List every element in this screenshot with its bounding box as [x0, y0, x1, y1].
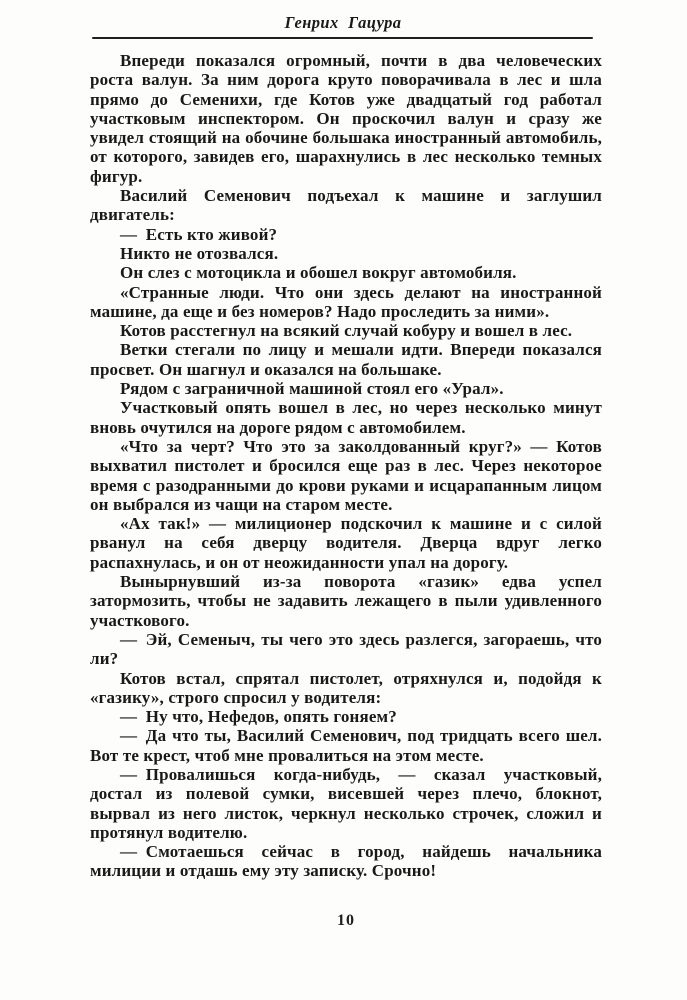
- paragraph: Котов расстегнул на всякий случай кобуру и вошел в лес.: [120, 321, 573, 341]
- paragraph: Впереди показался огромный, почти в два человеческих роста валун. За ним дорога круто поворачивала в лес и шла прямо до Семенихи, где Котов уже двадцатый год работал участковым инспектором. Он проскочил валун и сразу же увидел стоящий на обочине большака иностранный автомобиль, от которого, завидев его, шарахнулись в лес несколько темных фигур.: [90, 51, 602, 186]
- paragraph: Вынырнувший из-за поворота «газик» едва успел затормозить, чтобы не задавить лежащего в пыли удивленного участкового.: [90, 572, 602, 630]
- paragraph: «Странные люди. Что они здесь делают на иностранной машине, да еще и без номеров? Надо проследить за ними».: [90, 282, 602, 321]
- paragraph: — Провалишься когда-нибудь, — сказал участковый, достал из полевой сумки, висевшей через плечо, блокнот, вырвал из него листок, черкнул несколько строчек, сложил и протянул водителю.: [90, 764, 602, 842]
- header-rule: [92, 37, 593, 39]
- paragraph: Рядом с заграничной машиной стоял его «Урал».: [120, 379, 504, 399]
- paragraph: «Ах так!» — милиционер подскочил к машине и с силой рванул на себя дверцу водителя. Дверца вдруг легко распахнулась, и он от неожиданности упал на дорогу.: [90, 514, 602, 572]
- paragraph: — Ну что, Нефедов, опять гоняем?: [120, 707, 397, 727]
- text-block: [90, 51, 602, 881]
- paragraph: «Что за черт? Что это за заколдованный круг?» — Котов выхватил пистолет и бросился еще раз в лес. Через некоторое время с разодранными до крови руками и исцарапанным лицом он выбрался из чащи на старом месте.: [90, 436, 602, 514]
- paragraph: — Есть кто живой?: [120, 224, 278, 244]
- paragraph: — Смотаешься сейчас в город, найдешь начальника милиции и отдашь ему эту записку. Срочно!: [90, 842, 602, 881]
- paragraph: Он слез с мотоцикла и обошел вокруг автомобиля.: [120, 263, 517, 283]
- paragraph: Участковый опять вошел в лес, но через несколько минут вновь очутился на дороге рядом с автомобилем.: [90, 398, 602, 437]
- paragraph: — Да что ты, Василий Семенович, под тридцать всего шел. Вот те крест, чтоб мне провалиться на этом месте.: [90, 726, 602, 765]
- page-number: 10: [337, 912, 355, 929]
- running-head-author: Генрих Гацура: [284, 13, 402, 32]
- paragraph: Котов встал, спрятал пистолет, отряхнулся и, подойдя к «газику», строго спросил у водителя:: [90, 668, 602, 707]
- paragraph: Ветки стегали по лицу и мешали идти. Впереди показался просвет. Он шагнул и оказался на большаке.: [90, 340, 602, 379]
- paragraph: — Эй, Семеныч, ты чего это здесь разлегся, загораешь, что ли?: [90, 629, 602, 669]
- paragraph: Никто не отозвался.: [120, 243, 279, 263]
- paragraph: Василий Семенович подъехал к машине и заглушил двигатель:: [90, 186, 602, 225]
